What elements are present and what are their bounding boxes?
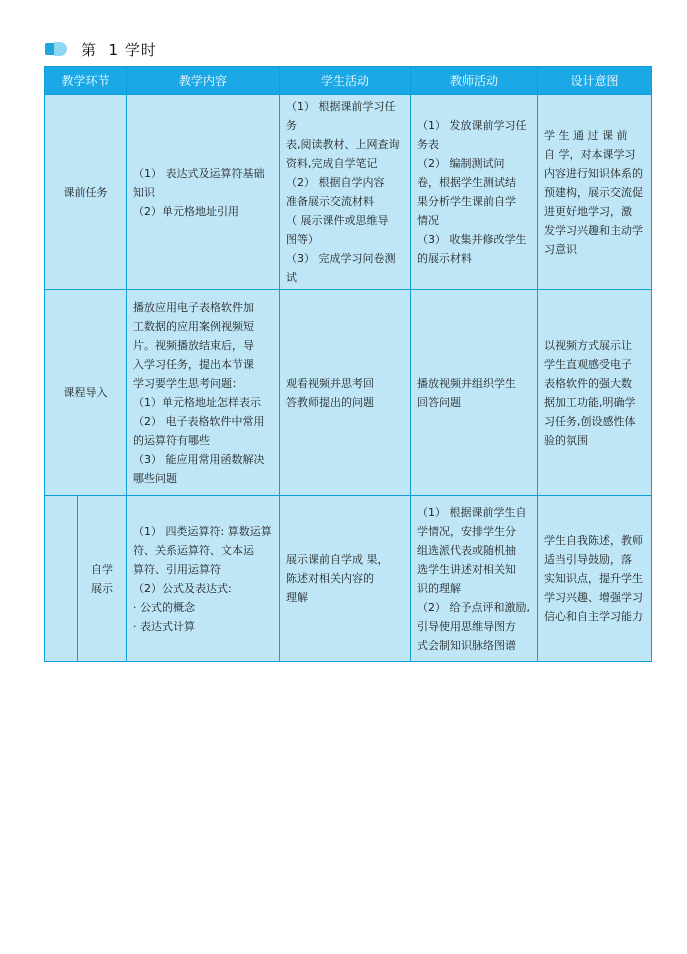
- intent-cell: 学 生 通 过 课 前 自 学，对本课学习 内容进行知识体系的 预建构，展示交流促 进更好地学习，激 发学习兴趣和主动学 习意识: [538, 95, 652, 290]
- student-cell: 观看视频并思考回 答教师提出的问题: [280, 290, 411, 496]
- content-cell: 播放应用电子表格软件加 工数据的应用案例视频短 片。视频播放结束后，导 入学习任务，提出本节课 学习要学生思考问题： （1）单元格地址怎样表示 （2） 电子表格软件中常用 的运算符有哪些 （3） 能应用常用函数解决 哪些问题: [127, 290, 280, 496]
- teacher-cell: 播放视频并组织学生 回答问题: [411, 290, 538, 496]
- content-cell: （1） 表达式及运算符基础 知识 （2）单元格地址引用: [127, 95, 280, 290]
- table-row: [45, 496, 652, 662]
- header-intent: 设计意图: [538, 67, 652, 95]
- table-row: [45, 290, 652, 496]
- student-cell: 展示课前自学成 果， 陈述对相关内容的 理解: [280, 496, 411, 662]
- header-teacher: 教师活动: [411, 67, 538, 95]
- lesson-heading: [45, 38, 157, 60]
- stage-cell: 自学 展示: [78, 496, 127, 662]
- content-cell: （1） 四类运算符: 算数运算 符、关系运算符、文本运 算符、引用运算符 （2）公式及表达式: · 公式的概念 · 表达式计算: [127, 496, 280, 662]
- header-content: 教学内容: [127, 67, 280, 95]
- intent-cell: 以视频方式展示让 学生直观感受电子 表格软件的强大数 据加工功能,明确学 习任务,创设感性体 验的氛围: [538, 290, 652, 496]
- intent-cell: 学生自我陈述，教师 适当引导鼓励，落 实知识点，提升学生 学习兴趣、增强学习 信心和自主学习能力: [538, 496, 652, 662]
- lesson-title: 第 1 学时: [81, 40, 157, 59]
- stage-cell: 课程导入: [45, 290, 127, 496]
- teacher-cell: （1） 发放课前学习任 务表 （2） 编制测试问 卷，根据学生测试结 果分析学生课前自学 情况 （3） 收集并修改学生 的展示材料: [411, 95, 538, 290]
- header-student: 学生活动: [280, 67, 411, 95]
- table-header-row: [45, 67, 652, 95]
- table-row: [45, 95, 652, 290]
- stage-group-cell: [45, 496, 78, 662]
- heading-marker-icon: [45, 42, 67, 56]
- teacher-cell: （1） 根据课前学生自 学情况，安排学生分 组选派代表或随机抽 选学生讲述对相关知 识的理解 （2） 给予点评和激励, 引导使用思维导图方 式会制知识脉络图谱: [411, 496, 538, 662]
- stage-cell: 课前任务: [45, 95, 127, 290]
- student-cell: （1） 根据课前学习任务 表,阅读教材、上网查询 资料,完成自学笔记 （2） 根据自学内容 准备展示交流材料 （ 展示课件或思维导 图等） （3） 完成学习问卷测试: [280, 95, 411, 290]
- lesson-plan-table: [44, 66, 652, 662]
- header-stage: 教学环节: [45, 67, 127, 95]
